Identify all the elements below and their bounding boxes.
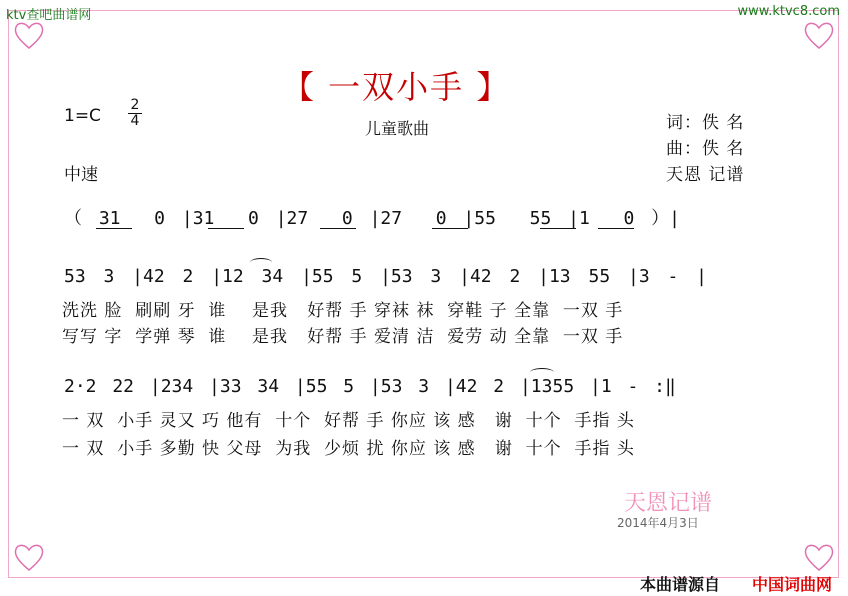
slur [250, 258, 272, 267]
lyrics-line3-verse1: 一 双 小手 灵又 巧 他有 十个 好帮 手 你应 该 感 谢 十个 手指 头 [62, 411, 635, 431]
time-signature [128, 98, 142, 129]
heart-icon [12, 18, 46, 52]
source-label: 本曲谱源自 [640, 575, 721, 594]
lyrics-line2-verse2: 写写 字 学弹 琴 谁 是我 好帮 手 爱清 洁 爱劳 动 全靠 一双 手 [62, 327, 624, 347]
score-line-3: 2·2 22 |234 |33 34 |55 5 |53 3 |42 2 |1355 |1 - :‖ [64, 376, 676, 397]
score-line-intro: （ 31 0 |31 0 |27 0 |27 0 |55 55 |1 0 ）| [64, 208, 680, 229]
transcriber-signature: 天恩记谱 [623, 491, 712, 516]
score-line-2: 53 3 |42 2 |12 34 |55 5 |53 3 |42 2 |13 55 |3 - | [64, 266, 708, 287]
time-signature-bottom: 4 [128, 113, 142, 129]
key-signature: 1=C [64, 106, 101, 126]
heart-icon [802, 18, 836, 52]
tempo-marking: 中速 [64, 165, 98, 185]
lyrics-line3-verse2: 一 双 小手 多勤 快 父母 为我 少烦 扰 你应 该 感 谢 十个 手指 头 [62, 439, 635, 459]
heart-icon [12, 540, 46, 574]
watermark-right[interactable]: www.ktvc8.com [737, 4, 840, 19]
transcriber-credit: 天恩 记谱 [666, 165, 745, 185]
beam [598, 228, 634, 229]
heart-icon [802, 540, 836, 574]
song-genre: 儿童歌曲 [365, 119, 430, 138]
transcription-date: 2014年4月3日 [617, 516, 699, 530]
lyricist-credit: 词：佚 名 [666, 113, 745, 133]
beam [320, 228, 356, 229]
time-signature-top: 2 [130, 97, 140, 113]
watermark-left[interactable]: ktv查吧曲谱网 [6, 8, 92, 23]
beam [432, 228, 468, 229]
beam [96, 228, 132, 229]
slur [530, 368, 554, 377]
source-site-link[interactable]: 中国词曲网 [752, 575, 833, 594]
composer-credit: 曲：佚 名 [666, 139, 745, 159]
beam [540, 228, 576, 229]
lyrics-line2-verse1: 洗洗 脸 刷刷 牙 谁 是我 好帮 手 穿袜 袜 穿鞋 子 全靠 一双 手 [62, 301, 624, 321]
beam [208, 228, 244, 229]
song-title: 【 一双小手 】 [282, 68, 511, 106]
